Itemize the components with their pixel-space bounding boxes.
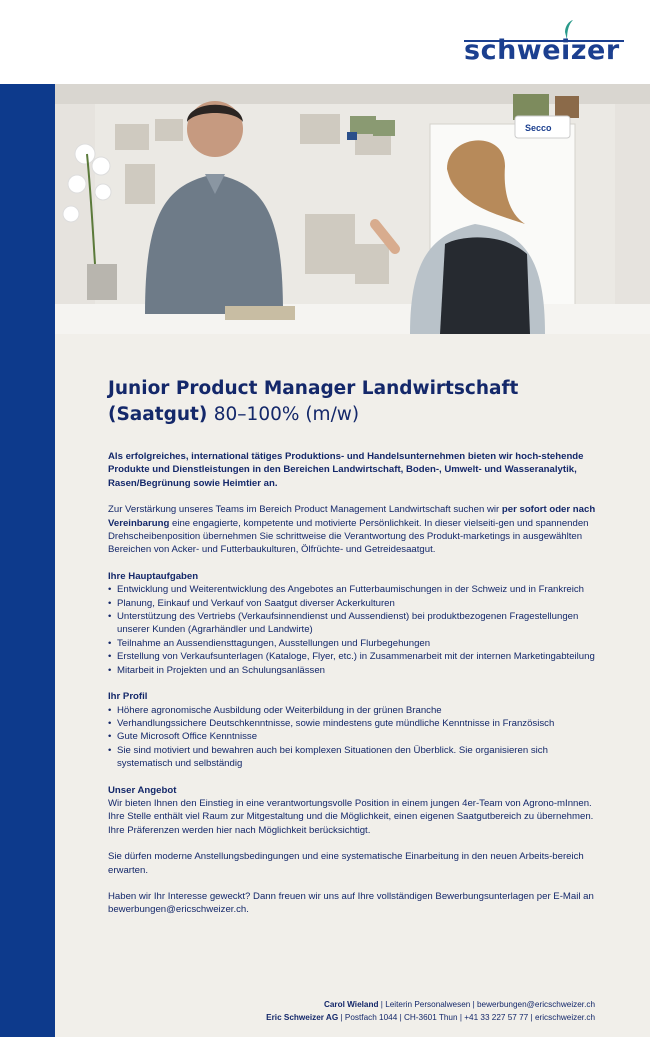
phone[interactable]: +41 33 227 57 77 — [464, 1012, 529, 1022]
blue-sidebar — [0, 84, 55, 1037]
list-item: • Gute Microsoft Office Kenntnisse — [108, 730, 598, 743]
list-item: • Entwicklung und Weiterentwicklung des Angebotes an Futterbaumischungen in der Schweiz und in Frankreich — [108, 583, 598, 596]
list-item: • Verhandlungssichere Deutschkenntnisse, sowie mindestens gute mündliche Kenntnisse in Französisch — [108, 717, 598, 730]
po-box: Postfach 1044 — [344, 1012, 398, 1022]
tasks-heading: Ihre Hauptaufgaben — [108, 570, 199, 582]
offer-paragraph: Wir bieten Ihnen den Einstieg in eine verantwortungsvolle Position in einem jungen 4er-Team von Agrono-mInnen. Ihre Stelle enthält viel Raum zur Mitgestaltung und die Möglichkeit, einen eigenen Saatgutbereich zu übernehmen. Ihre Präferenzen werden hier nach Möglichkeit berücksichtigt. — [108, 797, 594, 836]
list-item: • Unterstützung des Vertriebs (Verkaufsinnendienst und Aussendienst) bei produktbezogenen Fragestellungen unserer Kunden (Agrarhändler und Landwirte) — [108, 610, 598, 637]
list-item: • Teilnahme an Aussendiensttagungen, Ausstellungen und Flurbegehungen — [108, 637, 598, 650]
logo-text: schweizer — [464, 35, 620, 66]
offer-heading: Unser Angebot — [108, 784, 177, 796]
list-item: • Sie sind motiviert und bewahren auch bei komplexen Situationen den Überblick. Sie organisieren sich systematisch und selbständig — [108, 744, 598, 771]
conditions-paragraph: Sie dürfen moderne Anstellungsbedingungen und eine systematische Einarbeitung in den neuen Arbeits-bereich erwarten. — [108, 851, 584, 876]
contact-role: Leiterin Personalwesen — [385, 1000, 471, 1009]
list-item: • Erstellung von Verkaufsunterlagen (Kataloge, Flyer, etc.) in Zusammenarbeit mit der internen Marketingabteilung — [108, 650, 598, 663]
wall-label: Secco — [525, 123, 552, 133]
list-item: • Höhere agronomische Ausbildung oder Weiterbildung in der grünen Branche — [108, 704, 598, 717]
list-item: • Mitarbeit in Projekten und an Schulungsanlässen — [108, 664, 598, 677]
position-paragraph: Zur Verstärkung unseres Teams im Bereich Product Management Landwirtschaft suchen wir per sofort oder nach Vereinbarung eine engagierte, kompetente und motivierte Persönlichkeit. In dieser vielseiti-gen und spannenden Drehscheibenposition übernehmen Sie schrittweise die Verantwortung des Produkt-marketings in ausgewählten Bereichen von Acker- und Futterbaukulturen, Ölfrüchte- und Getreidesaatgut. — [108, 504, 596, 556]
office-scene-illustration — [55, 84, 650, 334]
profile-list — [108, 704, 598, 771]
hero-photo — [55, 84, 650, 334]
job-ad-text — [108, 376, 598, 917]
contact-email-link[interactable]: bewerbungen@ericschweizer.ch — [477, 1000, 595, 1009]
profile-heading: Ihr Profil — [108, 691, 148, 703]
company-logo[interactable] — [464, 16, 624, 68]
intro-paragraph: Als erfolgreiches, international tätiges Produktions- und Handelsunternehmen bieten wir hoch-stehende Produkte und Dienstleistungen in den Bereichen Landwirtschaft, Boden-, Umwelt- und Wasseranalytik, Rasen/Begrünung sowie Heimtier an. — [108, 451, 584, 489]
apply-paragraph: Haben wir Ihr Interesse geweckt? Dann freuen wir uns auf Ihre vollständigen Bewerbungsunterlagen per E-Mail an bewerbungen@ericschweizer.ch. — [108, 890, 594, 916]
tasks-list — [108, 583, 598, 677]
contact-line-2: Eric Schweizer AG | Postfach 1044 | CH-3601 Thun | +41 33 227 57 77 | ericschweizer.ch — [266, 1012, 595, 1022]
job-ad-body — [55, 334, 650, 1037]
contact-line-1: Carol Wieland | Leiterin Personalwesen | bewerbungen@ericschweizer.ch — [323, 1000, 595, 1009]
city: CH-3601 Thun — [403, 1012, 458, 1022]
contact-name: Carol Wieland — [323, 1000, 379, 1009]
contact-footer — [55, 999, 595, 1025]
header — [0, 0, 650, 84]
list-item: • Planung, Einkauf und Verkauf von Saatgut diverser Ackerkulturen — [108, 597, 598, 610]
website-link[interactable]: ericschweizer.ch — [534, 1012, 595, 1022]
company-name: Eric Schweizer AG — [266, 1012, 339, 1022]
job-title: Junior Product Manager Landwirtschaft (Saatgut) 80–100% (m/w) — [108, 378, 519, 425]
